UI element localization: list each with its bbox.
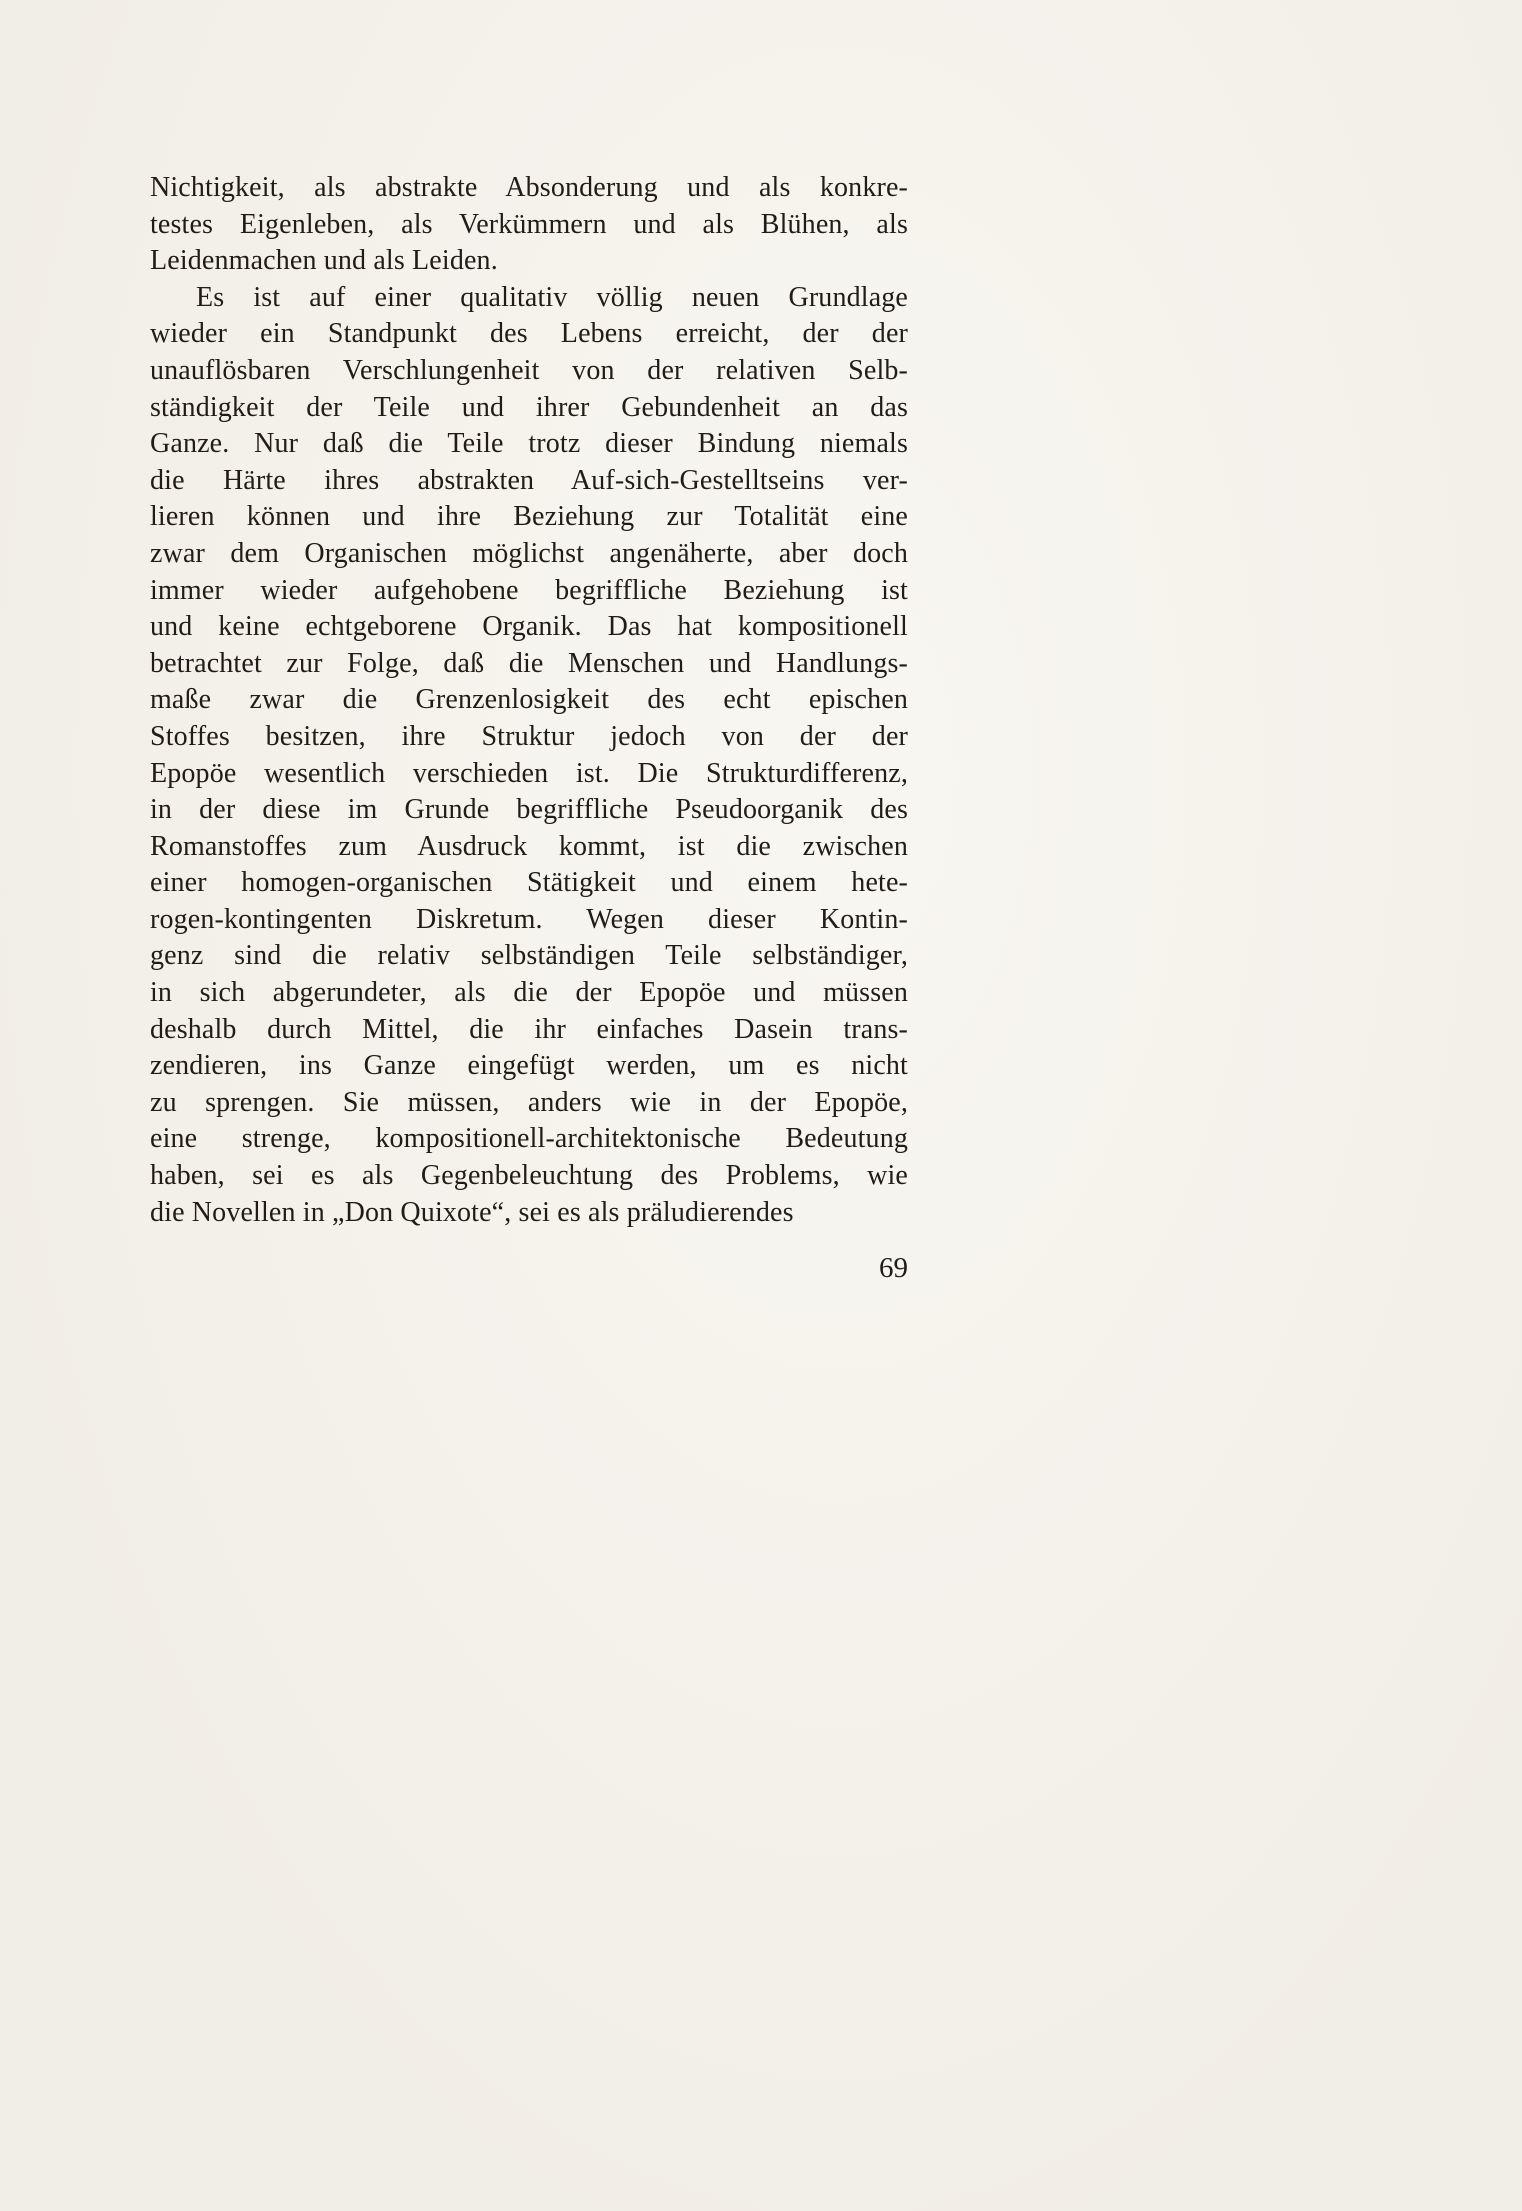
text-line: eine strenge, kompositionell-architektonische Bedeutung — [150, 1123, 908, 1155]
text-line: in der diese im Grunde begriffliche Pseudoorganik des — [150, 794, 908, 826]
text-line: maße zwar die Grenzenlosigkeit des echt epischen — [150, 684, 908, 716]
text-line: Ganze. Nur daß die Teile trotz dieser Bindung niemals — [150, 428, 908, 460]
text-line: zu sprengen. Sie müssen, anders wie in der Epopöe, — [150, 1086, 908, 1118]
text-line: deshalb durch Mittel, die ihr einfaches Dasein trans- — [150, 1013, 908, 1045]
text-line: und keine echtgeborene Organik. Das hat kompositionell — [150, 611, 908, 643]
text-line: die Novellen in „Don Quixote“, sei es als präludierendes — [150, 1196, 794, 1228]
text-line: betrachtet zur Folge, daß die Menschen und Handlungs- — [150, 647, 908, 679]
text-line: wieder ein Standpunkt des Lebens erreicht, der der — [150, 318, 908, 350]
text-line: einer homogen-organischen Stätigkeit und einem hete- — [150, 867, 908, 899]
text-line: lieren können und ihre Beziehung zur Totalität eine — [150, 501, 908, 533]
text-line: in sich abgerundeter, als die der Epopöe und müssen — [150, 977, 908, 1009]
text-line: die Härte ihres abstrakten Auf-sich-Gestelltseins ver- — [150, 464, 908, 496]
text-line: Leidenmachen und als Leiden. — [150, 245, 498, 277]
text-line: Nichtigkeit, als abstrakte Absonderung und als konkre- — [150, 172, 908, 203]
text-line: rogen-kontingenten Diskretum. Wegen dieser Kontin- — [150, 903, 908, 935]
text-line: haben, sei es als Gegenbeleuchtung des Problems, wie — [150, 1160, 908, 1192]
text-line: Es ist auf einer qualitativ völlig neuen Grundlage — [196, 281, 908, 313]
text-line: Stoffes besitzen, ihre Struktur jedoch von der der — [150, 720, 908, 752]
text-line: genz sind die relativ selbständigen Teile selbständiger, — [150, 940, 908, 972]
text-line: immer wieder aufgehobene begriffliche Beziehung ist — [150, 574, 908, 606]
text-line: Romanstoffes zum Ausdruck kommt, ist die zwischen — [150, 830, 908, 862]
text-line: Epopöe wesentlich verschieden ist. Die Strukturdifferenz, — [150, 757, 908, 789]
page-number: 69 — [879, 1252, 908, 1284]
body-text — [150, 170, 908, 1231]
text-line: unauflösbaren Verschlungenheit von der relativen Selb- — [150, 354, 908, 386]
text-line: testes Eigenleben, als Verkümmern und als Blühen, als — [150, 208, 908, 240]
text-line: ständigkeit der Teile und ihrer Gebundenheit an das — [150, 391, 908, 423]
text-line: zwar dem Organischen möglichst angenäherte, aber doch — [150, 537, 908, 569]
text-line: zendieren, ins Ganze eingefügt werden, um es nicht — [150, 1050, 908, 1082]
